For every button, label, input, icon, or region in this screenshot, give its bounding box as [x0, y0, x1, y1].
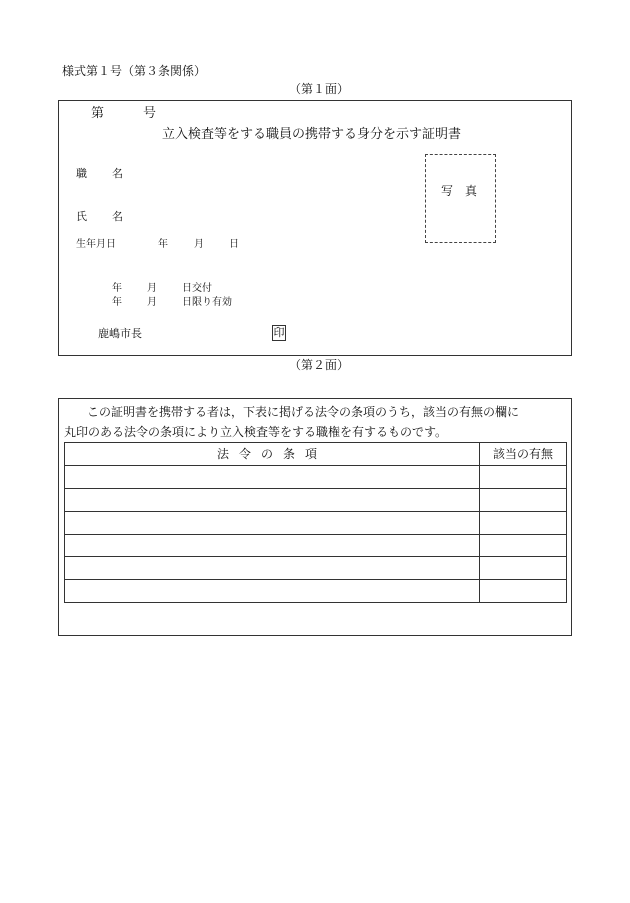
clause-cell [65, 488, 480, 511]
valid-year: 年 [112, 297, 122, 308]
issue-day: 日交付 [182, 283, 212, 294]
clause-table [64, 442, 567, 603]
certificate-title: 立入検査等をする職員の携帯する身分を示す証明書 [162, 127, 462, 142]
clause-cell [65, 511, 480, 534]
clause-cell [65, 580, 480, 603]
table-row [65, 465, 567, 488]
applicable-cell [480, 580, 567, 603]
seal-mark: 印 [273, 326, 285, 339]
applicable-cell [480, 511, 567, 534]
birth-day: 日 [229, 239, 239, 250]
header-clause: 法令の条項 [65, 443, 480, 466]
clause-cell [65, 557, 480, 580]
table-row [65, 488, 567, 511]
position-label-2: 名 [112, 167, 123, 180]
applicable-cell [480, 488, 567, 511]
side1-label: （第１面） [289, 82, 350, 96]
name-label-2: 名 [112, 210, 123, 223]
name-label: 氏 [76, 210, 87, 223]
birth-label: 生年月日 [76, 239, 116, 250]
applicable-cell [480, 557, 567, 580]
table-header-row [65, 443, 567, 466]
photo-area [425, 154, 496, 243]
issuer: 鹿嶋市長 [98, 327, 142, 340]
position-label: 職 [76, 167, 87, 180]
birth-year: 年 [158, 239, 168, 250]
number-suffix: 号 [143, 106, 157, 121]
issue-year: 年 [112, 283, 122, 294]
applicable-cell [480, 465, 567, 488]
table-row [65, 511, 567, 534]
form-title: 様式第１号（第３条関係） [62, 64, 207, 78]
number-prefix: 第 [91, 106, 105, 121]
valid-month: 月 [147, 297, 157, 308]
photo-label: 写 真 [441, 184, 478, 198]
birth-month: 月 [194, 239, 204, 250]
table-row [65, 534, 567, 557]
issue-month: 月 [147, 283, 157, 294]
clause-cell [65, 534, 480, 557]
table-row [65, 557, 567, 580]
header-applicable: 該当の有無 [480, 443, 567, 466]
description-line-1: この証明書を携帯する者は，下表に掲げる法令の条項のうち，該当の有無の欄に [87, 405, 520, 419]
table-row [65, 580, 567, 603]
clause-cell [65, 465, 480, 488]
applicable-cell [480, 534, 567, 557]
valid-day: 日限り有効 [182, 297, 232, 308]
description-line-2: 丸印のある法令の条項により立入検査等をする職権を有するものです。 [64, 425, 448, 439]
side2-label: （第２面） [289, 358, 350, 372]
